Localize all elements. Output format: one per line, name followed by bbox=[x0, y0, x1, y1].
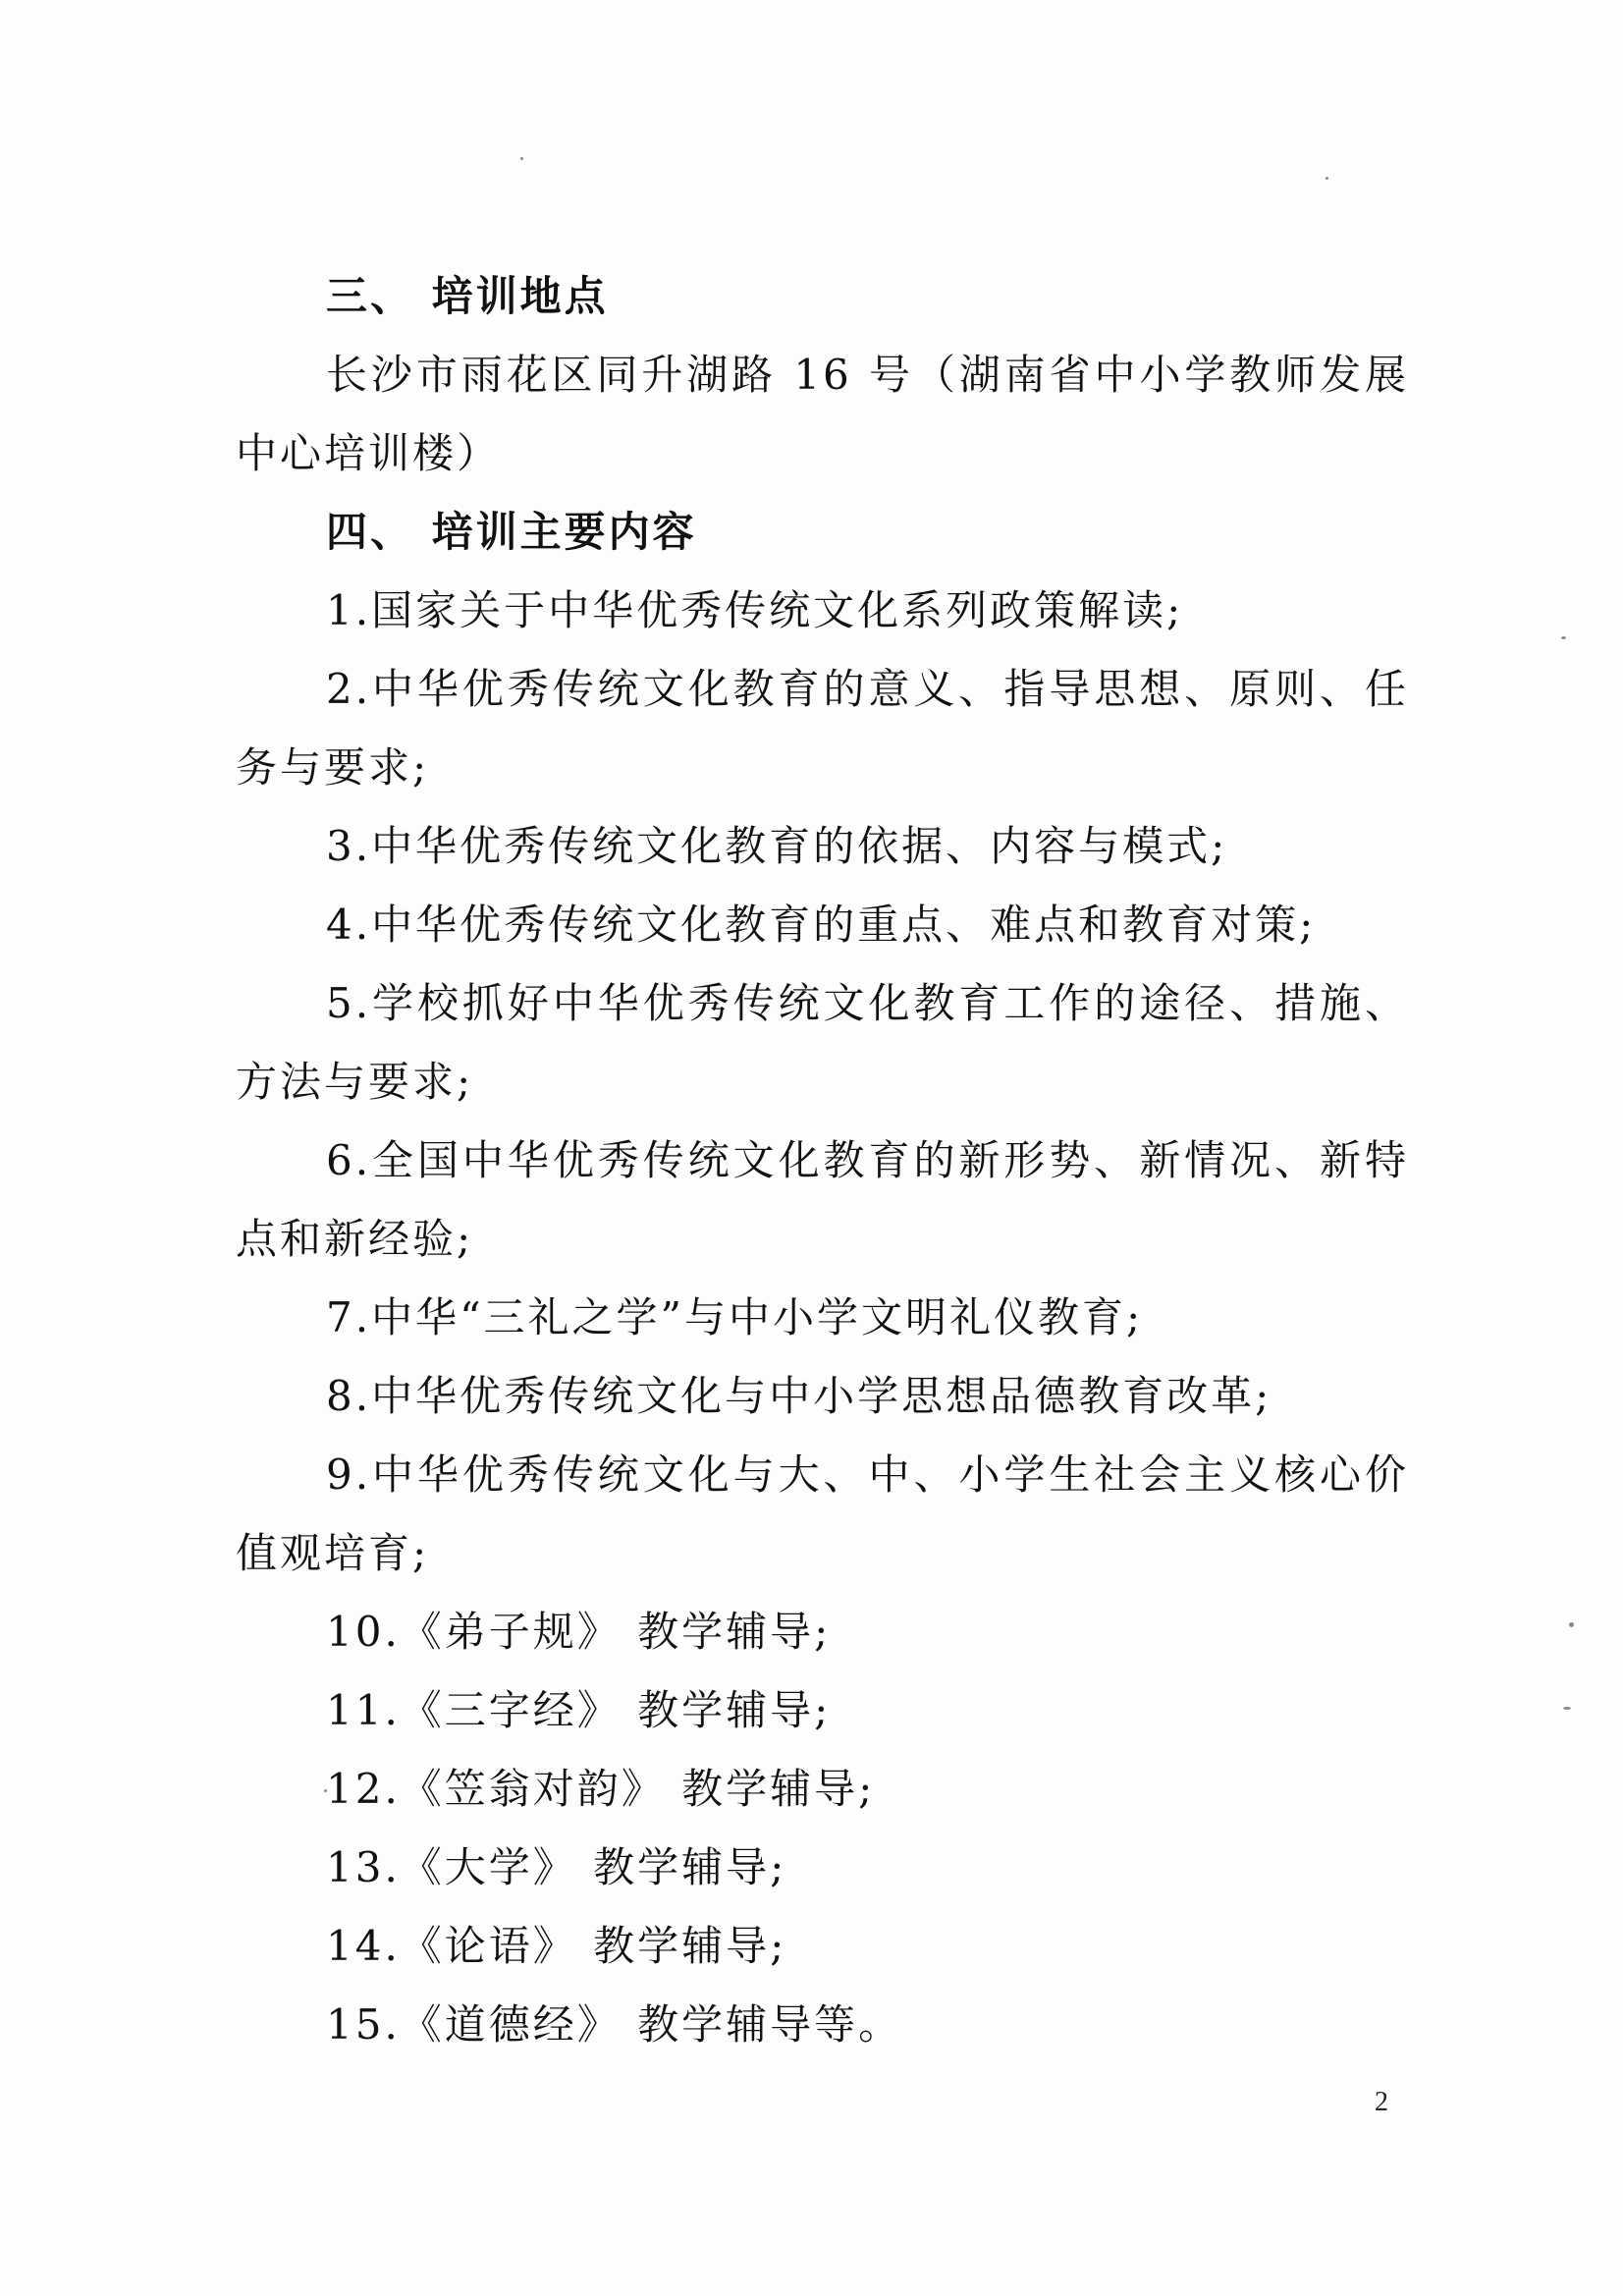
training-location-text: 长沙市雨花区同升湖路 16 号（湖南省中小学教师发展中心培训楼） bbox=[236, 351, 1409, 477]
content-item-7: 7.中华“三礼之学”与中小学文明礼仪教育; bbox=[326, 1293, 1144, 1341]
content-item-12: 12.《笠翁对韵》 教学辅导; bbox=[326, 1765, 876, 1813]
content-item-5: 5.学校抓好中华优秀传统文化教育工作的途径、措施、方法与要求; bbox=[236, 979, 1409, 1106]
document-body bbox=[236, 257, 1409, 2064]
content-item-2: 2.中华优秀传统文化教育的意义、指导思想、原则、任务与要求; bbox=[236, 665, 1409, 792]
content-item-10: 10.《弟子规》 教学辅导; bbox=[326, 1608, 832, 1656]
section-heading-location: 三、 培训地点 bbox=[326, 272, 609, 320]
scan-speck bbox=[1569, 1622, 1574, 1627]
content-item-9: 9.中华优秀传统文化与大、中、小学生社会主义核心价值观培育; bbox=[236, 1450, 1409, 1577]
content-item-11: 11.《三字经》 教学辅导; bbox=[326, 1686, 832, 1734]
content-item-1: 1.国家关于中华优秀传统文化系列政策解读; bbox=[326, 586, 1184, 634]
scan-speck bbox=[1563, 1707, 1571, 1710]
scan-speck bbox=[520, 157, 523, 160]
content-item-8: 8.中华优秀传统文化与中小学思想品德教育改革; bbox=[326, 1372, 1272, 1420]
page-number: 2 bbox=[1375, 2087, 1388, 2117]
content-item-14: 14.《论语》 教学辅导; bbox=[326, 1922, 787, 1970]
content-item-15: 15.《道德经》 教学辅导等。 bbox=[326, 2000, 903, 2049]
content-item-6: 6.全国中华优秀传统文化教育的新形势、新情况、新特点和新经验; bbox=[236, 1136, 1409, 1263]
content-item-4: 4.中华优秀传统文化教育的重点、难点和教育对策; bbox=[326, 901, 1317, 949]
content-item-3: 3.中华优秀传统文化教育的依据、内容与模式; bbox=[326, 822, 1228, 870]
content-item-13: 13.《大学》 教学辅导; bbox=[326, 1843, 787, 1891]
scan-speck bbox=[1561, 636, 1566, 639]
section-heading-content: 四、 培训主要内容 bbox=[326, 508, 697, 556]
scan-speck bbox=[1325, 177, 1328, 180]
